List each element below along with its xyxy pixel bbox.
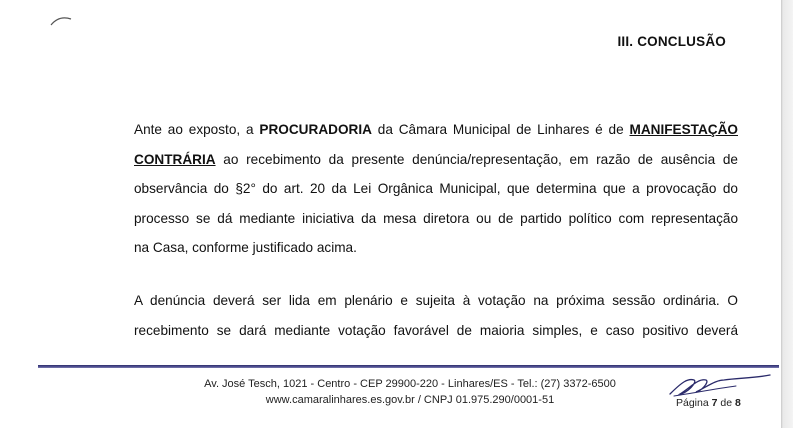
footer-divider [38, 365, 779, 368]
paragraph-line: A denúncia deverá ser lida em plenário e sujeita à votação na próxima sessão ordinária. O [134, 293, 738, 308]
footer-contact [130, 376, 690, 408]
paragraph-line: na Casa, conforme justificado acima. [134, 240, 357, 256]
page-corner-mark [50, 14, 72, 26]
page-number: Página 7 de 8 [676, 397, 741, 409]
emphasis-contraria: CONTRÁRIA [134, 151, 216, 167]
signature-initials [664, 372, 774, 398]
paragraph-line: processo se dá mediante iniciativa da mesa diretora ou de partido político com representação [134, 210, 738, 226]
paragraph-line: Ante ao exposto, a PROCURADORIA da Câmara Municipal de Linhares é de MANIFESTAÇÃO [134, 122, 738, 137]
footer-address: Av. José Tesch, 1021 - Centro - CEP 29900-220 - Linhares/ES - Tel.: (27) 3372-6500 [204, 378, 616, 390]
viewer-page-edge [781, 0, 793, 428]
paragraph-line: recebimento se dará mediante votação favorável de maioria simples, e caso positivo deverá [134, 322, 738, 338]
emphasis-manifestacao: MANIFESTAÇÃO [629, 122, 738, 137]
section-title: III. CONCLUSÃO [617, 34, 726, 49]
conclusion-paragraph [134, 115, 738, 263]
paragraph-line: observância do §2° do art. 20 da Lei Orgânica Municipal, que determina que a provocação do [134, 181, 738, 197]
footer-website: www.camaralinhares.es.gov.br / CNPJ 01.975.290/0001-51 [265, 394, 555, 406]
emphasis-procuradoria: PROCURADORIA [259, 122, 372, 137]
voting-paragraph [134, 286, 738, 345]
paragraph-line: CONTRÁRIA ao recebimento da presente denúncia/representação, em razão de ausência de [134, 151, 738, 167]
